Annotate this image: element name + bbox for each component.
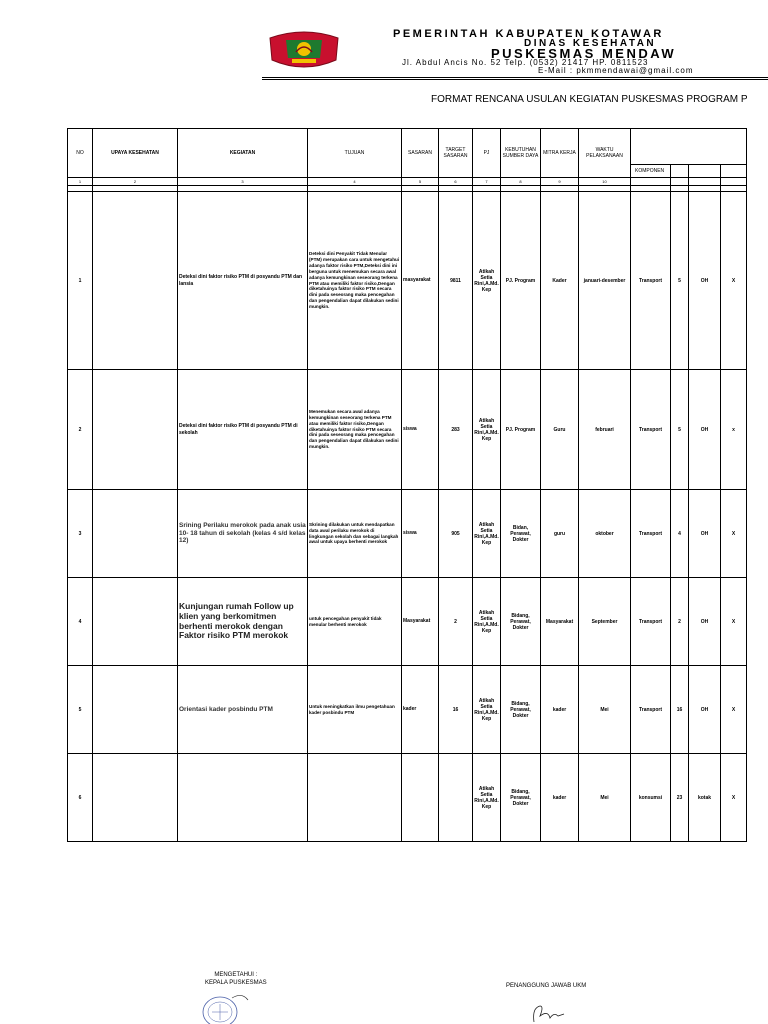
approval-label: MENGETAHUI : <box>214 972 258 978</box>
row-tujuan: Deteksi dini Penyakit Tidak Menular (PTM) merupakan cara untuk mengetahui adanya faktor risiko PTM,Deteksi dini ini berguna untuk menemukan secara awal adanya kemungkinan seseorang terkena PTM atau memiliki faktor risiko,Dengan diketahuinya faktor risiko PTM secara dini pada seseorang maka pencegahan dan pengendalian dapat dilakukan sedini mungkin. <box>308 192 402 370</box>
row-kebutuhan: PJ. Program <box>501 370 541 490</box>
header-budget-group <box>631 129 747 165</box>
row-mark: X <box>721 192 747 370</box>
row-mark: X <box>721 578 747 666</box>
row-komponen: Transport <box>631 192 671 370</box>
column-number-row <box>68 178 747 186</box>
row-waktu: oktober <box>579 490 631 578</box>
table-row <box>68 754 747 842</box>
row-sasaran <box>402 754 439 842</box>
header-empty-cell <box>671 165 689 178</box>
row-pj: Atikah Setia Rini,A.Md. Kep <box>473 370 501 490</box>
table-row <box>68 192 747 370</box>
row-kebutuhan: Bidan, Perawat, Dokter <box>501 490 541 578</box>
row-mark: x <box>721 370 747 490</box>
header-mitra: MITRA KERJA <box>541 129 579 178</box>
row-sasaran: kader <box>402 666 439 754</box>
row-kebutuhan: Bidang, Perawat, Dokter <box>501 666 541 754</box>
column-number: 10 <box>579 178 631 186</box>
column-number <box>671 178 689 186</box>
header-waktu: WAKTU PELAKSANAAN <box>579 129 631 178</box>
row-target: 2 <box>439 578 473 666</box>
row-volume: 23 <box>671 754 689 842</box>
document-title: FORMAT RENCANA USULAN KEGIATAN PUSKESMAS PROGRAM P <box>431 94 748 105</box>
ukm-pj-title: PENANGGUNG JAWAB UKM <box>506 983 587 989</box>
header-empty-cell <box>721 165 747 178</box>
row-mitra: Masyarakat <box>541 578 579 666</box>
table-header-row <box>68 129 747 165</box>
letterhead <box>0 0 768 80</box>
row-mitra: kader <box>541 754 579 842</box>
row-waktu: Mei <box>579 754 631 842</box>
row-sasaran: masyarakat <box>402 192 439 370</box>
table-row <box>68 578 747 666</box>
header-no: NO <box>68 129 93 178</box>
row-kebutuhan: Bidang, Perawat, Dokter <box>501 754 541 842</box>
row-tujuan: Menemukan secara awal adanya kemungkinan seseorang terkena PTM atau memiliki faktor risiko,Dengan diketahuinya faktor risiko PTM secara dini pada seseorang maka pencegahan dan pengendalian dapat dilakukan sedini mungkin. <box>308 370 402 490</box>
row-kebutuhan: PJ. Program <box>501 192 541 370</box>
row-satuan: OH <box>689 666 721 754</box>
activity-plan-table <box>67 128 747 842</box>
row-target: 16 <box>439 666 473 754</box>
puskesmas-stamp-icon <box>198 990 254 1024</box>
row-komponen: Transport <box>631 370 671 490</box>
row-pj: Atikah Setia Rini,A.Md. Kep <box>473 192 501 370</box>
row-satuan: OH <box>689 192 721 370</box>
header-upaya: UPAYA KESEHATAN <box>93 129 178 178</box>
row-mitra: Kader <box>541 192 579 370</box>
row-mitra: kader <box>541 666 579 754</box>
row-mitra: Guru <box>541 370 579 490</box>
header-sasaran: SASARAN <box>402 129 439 178</box>
column-number <box>721 178 747 186</box>
row-kebutuhan: Bidang, Perawat, Dokter <box>501 578 541 666</box>
row-pj: Atikah Setia Rini,A.Md. Kep <box>473 578 501 666</box>
letterhead-email: E-Mail : pkmmendawai@gmail.com <box>538 66 694 75</box>
row-pj: Atikah Setia Rini,A.Md. Kep <box>473 754 501 842</box>
row-upaya <box>93 192 178 370</box>
row-mark: X <box>721 754 747 842</box>
row-sasaran: siswa <box>402 490 439 578</box>
column-number: 3 <box>178 178 308 186</box>
row-upaya <box>93 490 178 578</box>
header-komponen: KOMPONEN <box>631 165 671 178</box>
row-upaya <box>93 370 178 490</box>
letterhead-puskesmas: PUSKESMAS MENDAW <box>491 46 677 61</box>
row-volume: 5 <box>671 370 689 490</box>
letterhead-rule-thin <box>262 79 768 80</box>
row-tujuan <box>308 754 402 842</box>
kotawaringin-logo-icon <box>266 30 342 70</box>
row-upaya <box>93 754 178 842</box>
row-waktu: Mei <box>579 666 631 754</box>
signature-icon <box>528 1002 568 1024</box>
row-komponen: Transport <box>631 578 671 666</box>
row-no: 1 <box>68 192 93 370</box>
column-number <box>689 178 721 186</box>
header-empty-cell <box>689 165 721 178</box>
row-kegiatan: Deteksi dini faktor risiko PTM di posyandu PTM dan lansia <box>178 192 308 370</box>
letterhead-government: PEMERINTAH KABUPATEN KOTAWAR <box>393 28 664 40</box>
row-kegiatan: Srining Perilaku merokok pada anak usia 10- 18 tahun di sekolah (kelas 4 s/d kelas 12) <box>178 490 308 578</box>
row-mark: X <box>721 666 747 754</box>
row-target: 283 <box>439 370 473 490</box>
header-pj: PJ <box>473 129 501 178</box>
row-komponen: Transport <box>631 666 671 754</box>
header-kebutuhan: KEBUTUHAN SUMBER DAYA <box>501 129 541 178</box>
column-number: 2 <box>93 178 178 186</box>
header-tujuan: TUJUAN <box>308 129 402 178</box>
row-tujuan: Untuk meningkatkan ilmu pengetahuan kader posbindu PTM <box>308 666 402 754</box>
row-sasaran: siswa <box>402 370 439 490</box>
row-no: 4 <box>68 578 93 666</box>
row-target: 905 <box>439 490 473 578</box>
table-row <box>68 666 747 754</box>
header-target: TARGET SASARAN <box>439 129 473 178</box>
row-waktu: januari-desember <box>579 192 631 370</box>
row-komponen: konsumsi <box>631 754 671 842</box>
row-no: 5 <box>68 666 93 754</box>
row-upaya <box>93 666 178 754</box>
row-volume: 2 <box>671 578 689 666</box>
row-sasaran: Masyarakat <box>402 578 439 666</box>
column-number: 6 <box>439 178 473 186</box>
row-kegiatan: Kunjungan rumah Follow up klien yang berkomitmen berhenti merokok dengan Faktor risiko PTM merokok <box>178 578 308 666</box>
row-mitra: guru <box>541 490 579 578</box>
table-row <box>68 370 747 490</box>
row-satuan: OH <box>689 370 721 490</box>
column-number: 5 <box>402 178 439 186</box>
row-volume: 5 <box>671 192 689 370</box>
row-target: 9811 <box>439 192 473 370</box>
letterhead-rule-thick <box>262 77 768 78</box>
row-waktu: februari <box>579 370 631 490</box>
row-pj: Atikah Setia Rini,A.Md. Kep <box>473 666 501 754</box>
column-number: 9 <box>541 178 579 186</box>
row-tujuan: untuk pencegahan penyakit tidak menular berhenti merokok <box>308 578 402 666</box>
row-satuan: OH <box>689 578 721 666</box>
row-satuan: kotak <box>689 754 721 842</box>
row-satuan: OH <box>689 490 721 578</box>
row-target <box>439 754 473 842</box>
column-number: 1 <box>68 178 93 186</box>
row-pj: Atikah Setia Rini,A.Md. Kep <box>473 490 501 578</box>
table-row <box>68 490 747 578</box>
row-komponen: Transport <box>631 490 671 578</box>
row-tujuan: Skrining dilakukan untuk mendapatkan data awal perilaku merokok di lingkungan sekolah dan sebagai langkah awal untuk upaya berhenti merokok <box>308 490 402 578</box>
column-number <box>631 178 671 186</box>
row-kegiatan: Orientasi kader posbindu PTM <box>178 666 308 754</box>
approval-title: KEPALA PUSKESMAS <box>205 979 267 986</box>
row-kegiatan <box>178 754 308 842</box>
row-no: 3 <box>68 490 93 578</box>
header-kegiatan: KEGIATAN <box>178 129 308 178</box>
row-waktu: September <box>579 578 631 666</box>
column-number: 8 <box>501 178 541 186</box>
column-number: 7 <box>473 178 501 186</box>
row-kegiatan: Deteksi dini faktor risiko PTM di posyandu PTM di sekolah <box>178 370 308 490</box>
column-number: 4 <box>308 178 402 186</box>
row-mark: X <box>721 490 747 578</box>
row-no: 2 <box>68 370 93 490</box>
row-no: 6 <box>68 754 93 842</box>
row-volume: 16 <box>671 666 689 754</box>
letterhead-address: Jl. Abdul Ancis No. 52 Telp. (0532) 21417 HP. 0811523 <box>402 58 649 67</box>
letterhead-dinas: DINAS KESEHATAN <box>524 38 657 49</box>
row-upaya <box>93 578 178 666</box>
approval-block <box>205 972 267 988</box>
row-volume: 4 <box>671 490 689 578</box>
